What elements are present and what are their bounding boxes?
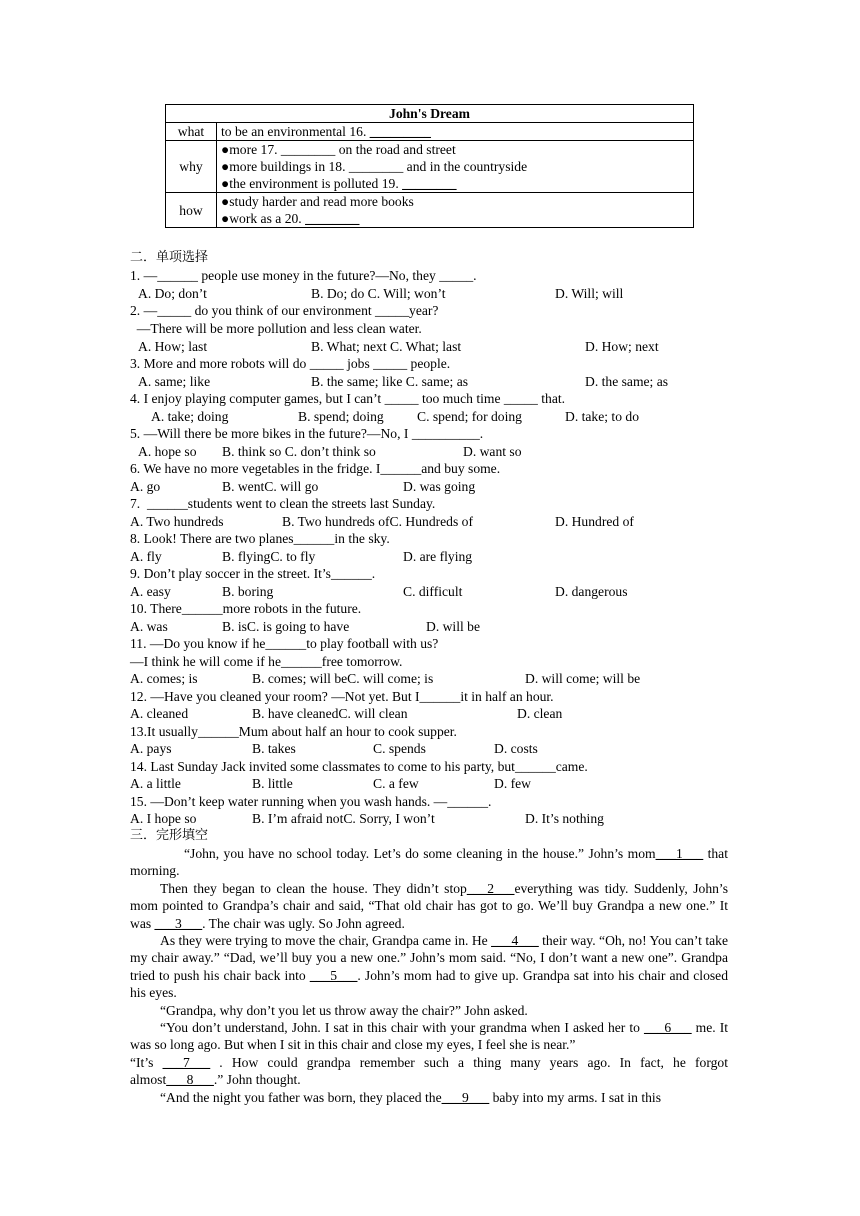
question-15: 15. —Don’t keep water running when you wash hands. —______.: [130, 794, 492, 809]
question-12: 12. —Have you cleaned your room? —Not yet. But I______it in half an hour.: [130, 689, 554, 704]
question-5: 5. —Will there be more bikes in the future?—No, I __________.: [130, 426, 484, 441]
option-d: D. How; next: [585, 339, 659, 354]
row-label: why: [166, 141, 217, 193]
option-d: D. will come; will be: [525, 671, 641, 686]
table-row-why: [166, 141, 694, 193]
question-8: 8. Look! There are two planes______in the sky.: [130, 531, 390, 546]
option-d: D. Hundred of: [555, 514, 634, 529]
row-label: how: [166, 193, 217, 228]
option-c: C. spends: [373, 741, 426, 756]
option-d: D. dangerous: [555, 584, 628, 599]
option-d: D. costs: [494, 741, 538, 756]
option-c: C. difficult: [403, 584, 463, 599]
option-a: A. I hope so: [130, 811, 197, 826]
row-content: to be an environmental 16. _________: [217, 123, 694, 141]
option-a: A. easy: [130, 584, 171, 599]
option-d: D. was going: [403, 479, 476, 494]
table-row-what: [166, 123, 694, 141]
option-a: A. Two hundreds: [130, 514, 224, 529]
cloze-paragraph-5: “You don’t understand, John. I sat in this chair with your grandma when I asked her to ___6___ me. It was so long ago. But when I sit in this chair and close my eyes, I feel she is near.”: [130, 1020, 729, 1053]
option-d: D. want so: [463, 444, 522, 459]
question-10: 10. There______more robots in the future.: [130, 601, 362, 616]
question-1: 1. —______ people use money in the future?—No, they _____.: [130, 268, 477, 283]
option-a: A. hope so: [138, 444, 197, 459]
option-a: A. How; last: [138, 339, 208, 354]
option-a: A. same; like: [138, 374, 211, 389]
section-heading-cloze: 三．完形填空: [130, 828, 209, 843]
option-d: D. Will; will: [555, 286, 624, 301]
option-b: B. wentC. will go: [222, 479, 319, 494]
option-b: B. spend; doing: [298, 409, 384, 424]
table-row-how: [166, 193, 694, 228]
row-content: ●more 17. ________ on the road and street ●more buildings in 18. ________ and in the countryside ●the environment is polluted 19. ________: [217, 141, 694, 193]
option-b: B. takes: [252, 741, 296, 756]
option-d: D. are flying: [403, 549, 473, 564]
question-13: 13.It usually______Mum about half an hour to cook supper.: [130, 724, 457, 739]
question-6: 6. We have no more vegetables in the fridge. I______and buy some.: [130, 461, 501, 476]
option-b: B. flyingC. to fly: [222, 549, 316, 564]
question-4: 4. I enjoy playing computer games, but I can’t _____ too much time _____ that.: [130, 391, 566, 406]
question-2: 2. —_____ do you think of our environment _____year?: [130, 303, 439, 318]
option-a: A. comes; is: [130, 671, 198, 686]
cloze-paragraph-1: “John, you have no school today. Let’s do some cleaning in the house.” John’s mom___1___ that morning.: [130, 846, 728, 879]
option-d: D. clean: [517, 706, 563, 721]
option-a: A. was: [130, 619, 168, 634]
question-7: 7. ______students went to clean the streets last Sunday.: [130, 496, 436, 511]
cloze-paragraph-3: As they were trying to move the chair, Grandpa came in. He ___4___ their way. “Oh, no! You can’t take my chair away.” “Dad, we’ll buy you a new one.” John’s mom said. “No, I don’t want a new one”. Grandpa tried to push his chair back into ___5___. John’s mom had to give up. Grandpa sat into his chair and closed his eyes.: [130, 933, 728, 1001]
option-b: B. What; next C. What; last: [311, 339, 462, 354]
row-label: what: [166, 123, 217, 141]
option-b: B. Two hundreds ofC. Hundreds of: [282, 514, 473, 529]
row-content: ●study harder and read more books ●work as a 20. ________: [217, 193, 694, 228]
option-a: A. fly: [130, 549, 162, 564]
cloze-paragraph-2: Then they began to clean the house. They didn’t stop___2___everything was tidy. Suddenly, John’s mom pointed to Grandpa’s chair and said, “That old chair has got to go. We’ll buy Grandpa a new one.” It was ___3___. The chair was ugly. So John agreed.: [130, 881, 728, 931]
option-a: A. a little: [130, 776, 181, 791]
question-3: 3. More and more robots will do _____ jobs _____ people.: [130, 356, 451, 371]
option-c: C. spend; for doing: [417, 409, 522, 424]
option-b: B. Do; do C. Will; won’t: [311, 286, 446, 301]
cloze-paragraph-6: “It’s ___7___ . How could grandpa remember such a thing many years ago. In fact, he forgot almost___8___.” John thought.: [130, 1055, 728, 1088]
option-b: B. the same; like C. same; as: [311, 374, 469, 389]
option-a: A. pays: [130, 741, 172, 756]
option-b: B. have cleanedC. will clean: [252, 706, 408, 721]
option-a: A. take; doing: [151, 409, 229, 424]
option-b: B. isC. is going to have: [222, 619, 350, 634]
option-a: A. Do; don’t: [138, 286, 207, 301]
option-c: C. a few: [373, 776, 419, 791]
option-a: A. cleaned: [130, 706, 189, 721]
option-b: B. boring: [222, 584, 274, 599]
option-b: B. comes; will beC. will come; is: [252, 671, 434, 686]
question-11: 11. —Do you know if he______to play football with us?: [130, 636, 439, 651]
option-d: D. few: [494, 776, 531, 791]
option-a: A. go: [130, 479, 161, 494]
option-b: B. I’m afraid notC. Sorry, I won’t: [252, 811, 435, 826]
johns-dream-table: [165, 104, 694, 228]
table-title: John's Dream: [166, 105, 694, 123]
option-d: D. will be: [426, 619, 480, 634]
cloze-paragraph-7: “And the night you father was born, they placed the___9___ baby into my arms. I sat in this: [160, 1090, 661, 1105]
question-2-reply: —There will be more pollution and less clean water.: [130, 321, 422, 336]
question-11-reply: —I think he will come if he______free tomorrow.: [130, 654, 403, 669]
cloze-paragraph-4: “Grandpa, why don’t you let us throw away the chair?” John asked.: [160, 1003, 528, 1018]
option-d: D. It’s nothing: [525, 811, 604, 826]
option-b: B. little: [252, 776, 293, 791]
question-14: 14. Last Sunday Jack invited some classmates to come to his party, but______came.: [130, 759, 588, 774]
option-d: D. take; to do: [565, 409, 639, 424]
question-9: 9. Don’t play soccer in the street. It’s______.: [130, 566, 376, 581]
section-heading-multiple-choice: 二．单项选择: [130, 250, 209, 265]
option-b: B. think so C. don’t think so: [222, 444, 376, 459]
option-d: D. the same; as: [585, 374, 669, 389]
